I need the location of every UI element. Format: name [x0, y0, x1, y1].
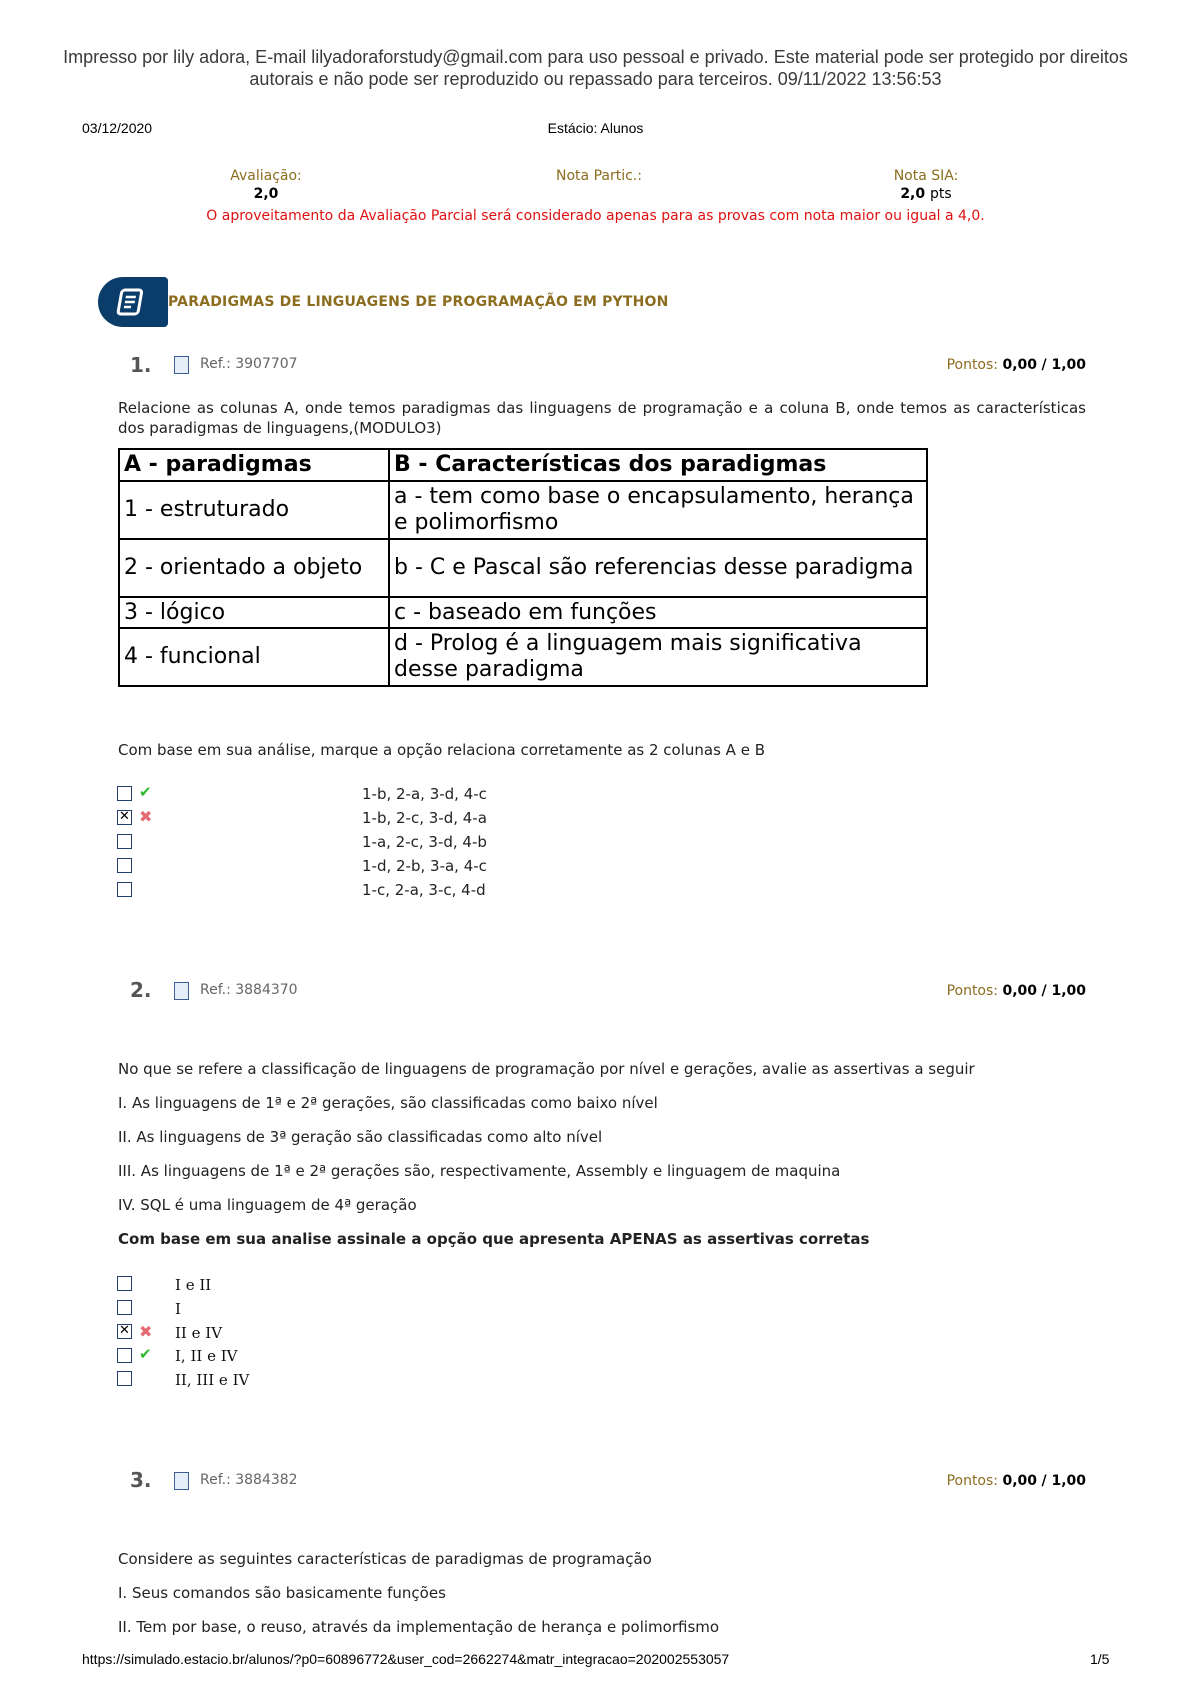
- q3-points-label: Pontos:: [946, 1473, 999, 1489]
- q1-prompt: Com base em sua análise, marque a opção relaciona corretamente as 2 colunas A e B: [118, 741, 765, 759]
- footer-page-number: 1/5: [1090, 1651, 1110, 1667]
- q3-number: 3.: [130, 1468, 152, 1492]
- q1-option-label[interactable]: 1-c, 2-a, 3-c, 4-d: [362, 881, 486, 899]
- q1-option-checkbox[interactable]: [117, 858, 132, 873]
- wrong-x-icon: ✖: [139, 1322, 153, 1341]
- table-row: [119, 628, 927, 686]
- q3-max: / 1,00: [1041, 1473, 1086, 1489]
- q2-option-label[interactable]: I: [175, 1300, 181, 1318]
- q1-ref: Ref.: 3907707: [200, 356, 298, 372]
- q2-option-label[interactable]: I, II e IV: [175, 1347, 238, 1365]
- q2-option-label[interactable]: II, III e IV: [175, 1371, 250, 1389]
- nota-sia-value: [846, 186, 1006, 202]
- q1-score: 0,00: [1002, 357, 1038, 373]
- q1-intro: Relacione as colunas A, onde temos paradigmas das linguagens de programação e a coluna B, onde temos as características dos paradigmas de linguagens,(MODULO3): [118, 399, 1086, 437]
- nota-sia-number: 2,0: [900, 186, 926, 202]
- q2-statement: III. As linguagens de 1ª e 2ª gerações são, respectivamente, Assembly e linguagem de maquina: [118, 1162, 841, 1180]
- table-row: [119, 597, 927, 628]
- q2-option-label[interactable]: I e II: [175, 1276, 212, 1294]
- q2-max: / 1,00: [1041, 983, 1086, 999]
- q1-points-label: Pontos:: [946, 357, 999, 373]
- avaliacao-value: 2,0: [253, 186, 279, 202]
- table-cell-a: 1 - estruturado: [119, 481, 389, 539]
- table-header-b: B - Características dos paradigmas: [389, 449, 927, 481]
- q1-option-checkbox[interactable]: [117, 786, 132, 801]
- q1-option-label[interactable]: 1-b, 2-c, 3-d, 4-a: [362, 809, 487, 827]
- book-icon: [98, 277, 168, 327]
- document-icon: [174, 982, 189, 1000]
- table-cell-b: c - baseado em funções: [389, 597, 927, 628]
- q1-option-label[interactable]: 1-b, 2-a, 3-d, 4-c: [362, 785, 487, 803]
- q1-points: [826, 357, 1086, 373]
- q2-option-checkbox[interactable]: [117, 1371, 132, 1386]
- watermark-line-1: Impresso por lily adora, E-mail lilyadoraforstudy@gmail.com para uso pessoal e privado. Este material pode ser protegido por direitos: [63, 47, 1128, 67]
- nota-sia-unit: pts: [930, 186, 952, 202]
- print-date: 03/12/2020: [82, 120, 153, 136]
- table-cell-b: d - Prolog é a linguagem mais significativa desse paradigma: [389, 628, 927, 686]
- document-icon: [174, 1472, 189, 1490]
- site-title: Estácio: Alunos: [547, 120, 644, 136]
- q3-statement: II. Tem por base, o reuso, através da implementação de herança e polimorfismo: [118, 1618, 720, 1636]
- wrong-x-icon: ✖: [139, 807, 153, 826]
- q1-option-checkbox[interactable]: [117, 834, 132, 849]
- table-row: [119, 481, 927, 539]
- q2-option-checkbox[interactable]: [117, 1276, 132, 1291]
- q1-number: 1.: [130, 353, 152, 377]
- q3-intro: Considere as seguintes características de paradigmas de programação: [118, 1550, 652, 1568]
- nota-partic-label: Nota Partic.:: [556, 168, 642, 184]
- q2-points-label: Pontos:: [946, 983, 999, 999]
- q2-statement: I. As linguagens de 1ª e 2ª gerações, são classificadas como baixo nível: [118, 1094, 658, 1112]
- q1-option-checkbox[interactable]: [117, 882, 132, 897]
- paradigms-table: [118, 448, 928, 687]
- footer-url: https://simulado.estacio.br/alunos/?p0=60896772&user_cod=2662274&matr_integracao=202002553057: [82, 1651, 730, 1667]
- q2-intro: No que se refere a classificação de linguagens de programação por nível e gerações, avalie as assertivas a seguir: [118, 1060, 975, 1078]
- course-title: PARADIGMAS DE LINGUAGENS DE PROGRAMAÇÃO EM PYTHON: [168, 294, 669, 310]
- q2-points: [826, 983, 1086, 999]
- watermark-line-2: autorais e não pode ser reproduzido ou repassado para terceiros. 09/11/2022 13:56:53: [249, 69, 942, 89]
- document-icon: [174, 356, 189, 374]
- correct-check-icon: ✔: [139, 783, 152, 801]
- q1-max: / 1,00: [1041, 357, 1086, 373]
- q1-option-label[interactable]: 1-d, 2-b, 3-a, 4-c: [362, 857, 487, 875]
- q2-statement: II. As linguagens de 3ª geração são classificadas como alto nível: [118, 1128, 603, 1146]
- q2-option-checkbox[interactable]: [117, 1348, 132, 1363]
- q3-score: 0,00: [1002, 1473, 1038, 1489]
- q1-option-label[interactable]: 1-a, 2-c, 3-d, 4-b: [362, 833, 487, 851]
- q2-statement: IV. SQL é uma linguagem de 4ª geração: [118, 1196, 417, 1214]
- q3-ref: Ref.: 3884382: [200, 1472, 298, 1488]
- q3-points: [826, 1473, 1086, 1489]
- q2-score: 0,00: [1002, 983, 1038, 999]
- avaliacao-label: Avaliação:: [230, 168, 302, 184]
- table-cell-a: 3 - lógico: [119, 597, 389, 628]
- q2-option-checkbox[interactable]: [117, 1300, 132, 1315]
- table-row: [119, 539, 927, 597]
- q2-ref: Ref.: 3884370: [200, 982, 298, 998]
- grade-notice: O aproveitamento da Avaliação Parcial será considerado apenas para as provas com nota maior ou igual a 4,0.: [206, 208, 985, 224]
- q2-prompt: Com base em sua analise assinale a opção que apresenta APENAS as assertivas corretas: [118, 1230, 870, 1248]
- q2-option-label[interactable]: II e IV: [175, 1324, 223, 1342]
- table-cell-a: 2 - orientado a objeto: [119, 539, 389, 597]
- q3-statement: I. Seus comandos são basicamente funções: [118, 1584, 446, 1602]
- q2-option-checkbox[interactable]: ✕: [117, 1324, 132, 1339]
- table-cell-a: 4 - funcional: [119, 628, 389, 686]
- q2-number: 2.: [130, 978, 152, 1002]
- table-header-row: [119, 449, 927, 481]
- nota-sia-label: Nota SIA:: [893, 168, 959, 184]
- correct-check-icon: ✔: [139, 1345, 152, 1363]
- print-watermark: [40, 46, 1151, 90]
- table-cell-b: b - C e Pascal são referencias desse paradigma: [389, 539, 927, 597]
- table-header-a: A - paradigmas: [119, 449, 389, 481]
- q1-option-checkbox[interactable]: ✕: [117, 810, 132, 825]
- course-badge: [98, 277, 168, 327]
- table-cell-b: a - tem como base o encapsulamento, herança e polimorfismo: [389, 481, 927, 539]
